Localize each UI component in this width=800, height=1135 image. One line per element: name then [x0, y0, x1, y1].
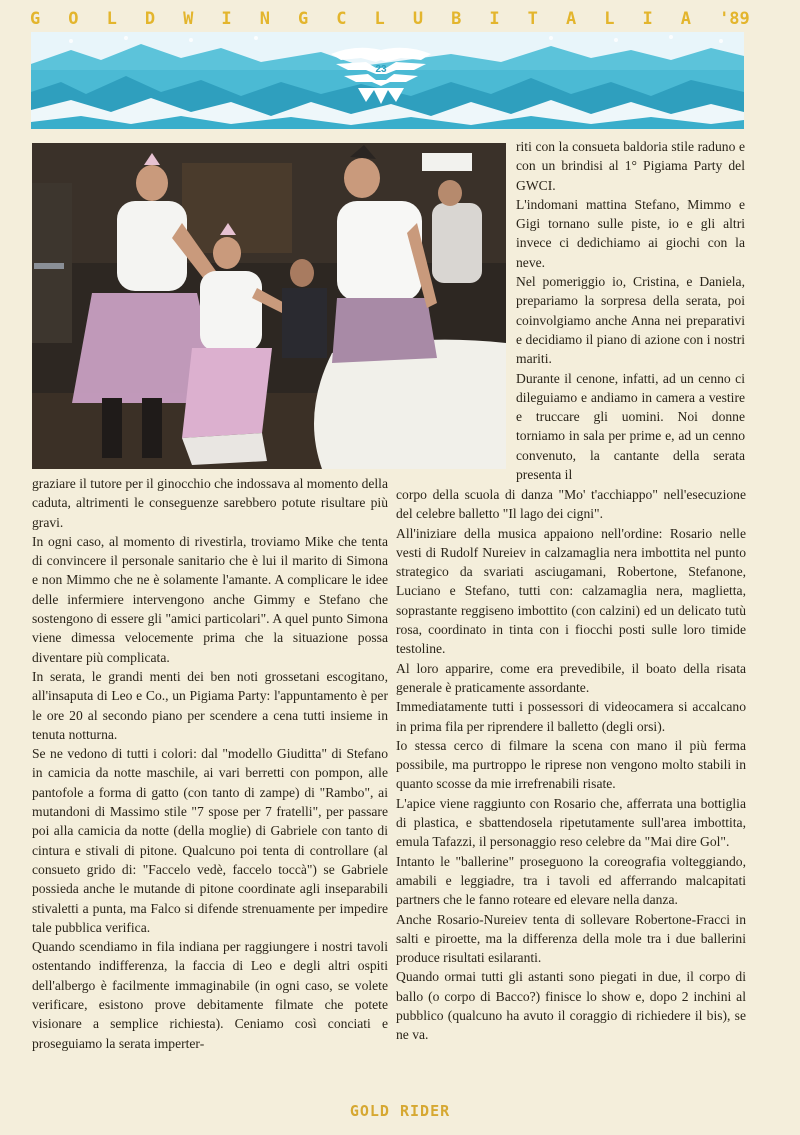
dancers-photo-image	[32, 143, 506, 469]
title-letter: L	[374, 9, 385, 29]
paragraph: Intanto le "ballerine" proseguono la coreografia volteggiando, amabili e leggiadre, tra i tavoli ed afferrando malcapitati partners che le fanno roteare ed elevare nella danza.	[396, 853, 746, 908]
title-letter: I	[489, 9, 500, 29]
paragraph: riti con la consueta baldoria stile raduno e con un brindisi al 1° Pigiama Party del GWCI.	[516, 139, 745, 193]
paragraph: L'indomani mattina Stefano, Mimmo e Gigi tornano sulle piste, io e gli altri invece ci dedichiamo ai giochi con la neve.	[516, 196, 745, 270]
paragraph: In serata, le grandi menti dei ben noti grossetani escogitano, all'insaputa di Leo e Co., un Pigiama Party: l'appuntamento è per le ore 20 al secondo piano per scendere a cena tutti insieme in tenuta notturna.	[32, 668, 388, 742]
paragraph: Al loro apparire, come era prevedibile, il boato della risata generale è praticamente assordante.	[396, 660, 746, 695]
title-letter: O	[68, 9, 79, 29]
title-letter: I	[642, 9, 653, 29]
paragraph: Quando scendiamo in fila indiana per raggiungere i nostri tavoli ostentando indifferenza, la faccia di Leo e degli altri ospiti dell'albergo è facilmente immaginabile (in ogni caso, se volete verificare, esistono prove debitamente filmate che potete visionare a semplice richiesta). Ceniamo così conciati e proseguiamo la serata imperter-	[32, 939, 388, 1051]
emblem-number: 23	[375, 64, 387, 75]
paragraph: Io stessa cerco di filmare la scena con mano il più ferma possibile, ma purtroppo le riprese non vengono molto stabili in quanto scosse da mie irrefrenabili risate.	[396, 737, 746, 792]
paragraph: Immediatamente tutti i possessori di videocamera si accalcano in prima fila per riprendere il balletto (degli orsi).	[396, 699, 746, 734]
party-photo	[32, 143, 506, 469]
paragraph: All'iniziare della musica appaiono nell'ordine: Rosario nelle vesti di Rudolf Nureiev in calzamaglia nera imbottita nel punto strategico da svariati asciugamani, Robertone, Stefanone, Luciano e Stefano, tutti con: calzamaglia nera, maglietta, soprastante reggiseno imbottito (con calzini) ed un delicato tutù rosa, coordinato in tinta con i fiocchi posti sulle loro timide testoline.	[396, 525, 746, 657]
title-letter: N	[259, 9, 270, 29]
paragraph: In ogni caso, al momento di rivestirla, troviamo Mike che tenta di convincere il personale sanitario che è lui il marito di Simona e non Mimmo che ne è solamente l'amante. A complicare le idee delle infermiere intervengono anche Gimmy e Stefano che sostengono di essere gli "amici particolari". A quel punto Simona viene dimessa velocemente prima che la situazione possa diventare più complicata.	[32, 533, 388, 665]
header-banner	[31, 32, 744, 129]
title-letter: I	[221, 9, 232, 29]
header-title	[30, 6, 750, 32]
title-letter: G	[30, 9, 41, 29]
paragraph: graziare il tutore per il ginocchio che indossava al momento della caduta, altrimenti le conseguenze sarebbero potute risultare più gravi.	[32, 476, 388, 530]
paragraph: Quando ormai tutti gli astanti sono piegati in due, il corpo di ballo (o corpo di Bacco?) finisce lo show e, dopo 2 inchini al pubblico (qualcuno ha avuto il coraggio di richiedere il bis), se ne va.	[396, 969, 746, 1043]
title-year: '89	[719, 9, 750, 29]
paragraph: Se ne vedono di tutti i colori: dal "modello Giuditta" di Stefano in camicia da notte maschile, ai vari berretti con pompon, alle pantofole a forma di gatto (con tanto di zampe) di "Rambo", ai mutandoni di Massimo stile "7 spose per 7 fratelli", per passare poi alla camicia da notte (della moglie) di Gabriele con tanto di cintura e stivali di pitone. Qualcuno poi tenta di controllare (al consueto grido di: "Faccelo vedè, faccelo toccà") se Gabriele possieda anche le mutande di pitone coordinate agli inseparabili stivaletti a punta, ma Falco si difende strenuamente per impedire tale pubblica verifica.	[32, 746, 388, 935]
paragraph: Durante il cenone, infatti, ad un cenno ci dileguiamo e andiamo in camera a vestire e truccare gli uomini. Noi donne torniamo in sala per prime e, ad un cenno convenuto, la cantante della serata presenta il	[516, 370, 745, 483]
title-letter: D	[144, 9, 156, 29]
text-column-left	[32, 474, 388, 1053]
text-column-right	[396, 485, 746, 1045]
title-letter: T	[527, 9, 538, 29]
paragraph: Nel pomeriggio io, Cristina, e Daniela, prepariamo la sorpresa della serata, poi coinvolgiamo anche Anna nei preparativi e decidiamo il piano di azione con i nostri mariti.	[516, 274, 745, 367]
title-letter: L	[106, 9, 117, 29]
title-letter: C	[336, 9, 347, 29]
title-letter: U	[412, 9, 424, 29]
paragraph: corpo della scuola di danza "Mo' t'acchiappo" nell'esecuzione del celebre balletto "Il lago dei cigni".	[396, 487, 746, 522]
title-letter: G	[297, 9, 309, 29]
title-letter: L	[604, 9, 615, 29]
paragraph: L'apice viene raggiunto con Rosario che, afferrata una bottiglia di plastica, e sbattendosela ripetutamente sull'area imbottita, emula Tafazzi, il personaggio reso celebre da "Mai dire Gol".	[396, 795, 746, 850]
title-letter: A	[565, 9, 577, 29]
title-letter: A	[680, 9, 692, 29]
gold-wing-emblem-icon	[326, 40, 436, 110]
text-column-right-top	[516, 137, 745, 484]
footer-logo: GOLD RIDER	[349, 1102, 451, 1120]
paragraph: Anche Rosario-Nureiev tenta di sollevare Robertone-Fracci in salti e piroette, ma la differenza della mole tra i due ballerini produce risultati esilaranti.	[396, 911, 746, 966]
title-letter: B	[451, 9, 462, 29]
title-letter: W	[183, 9, 194, 29]
